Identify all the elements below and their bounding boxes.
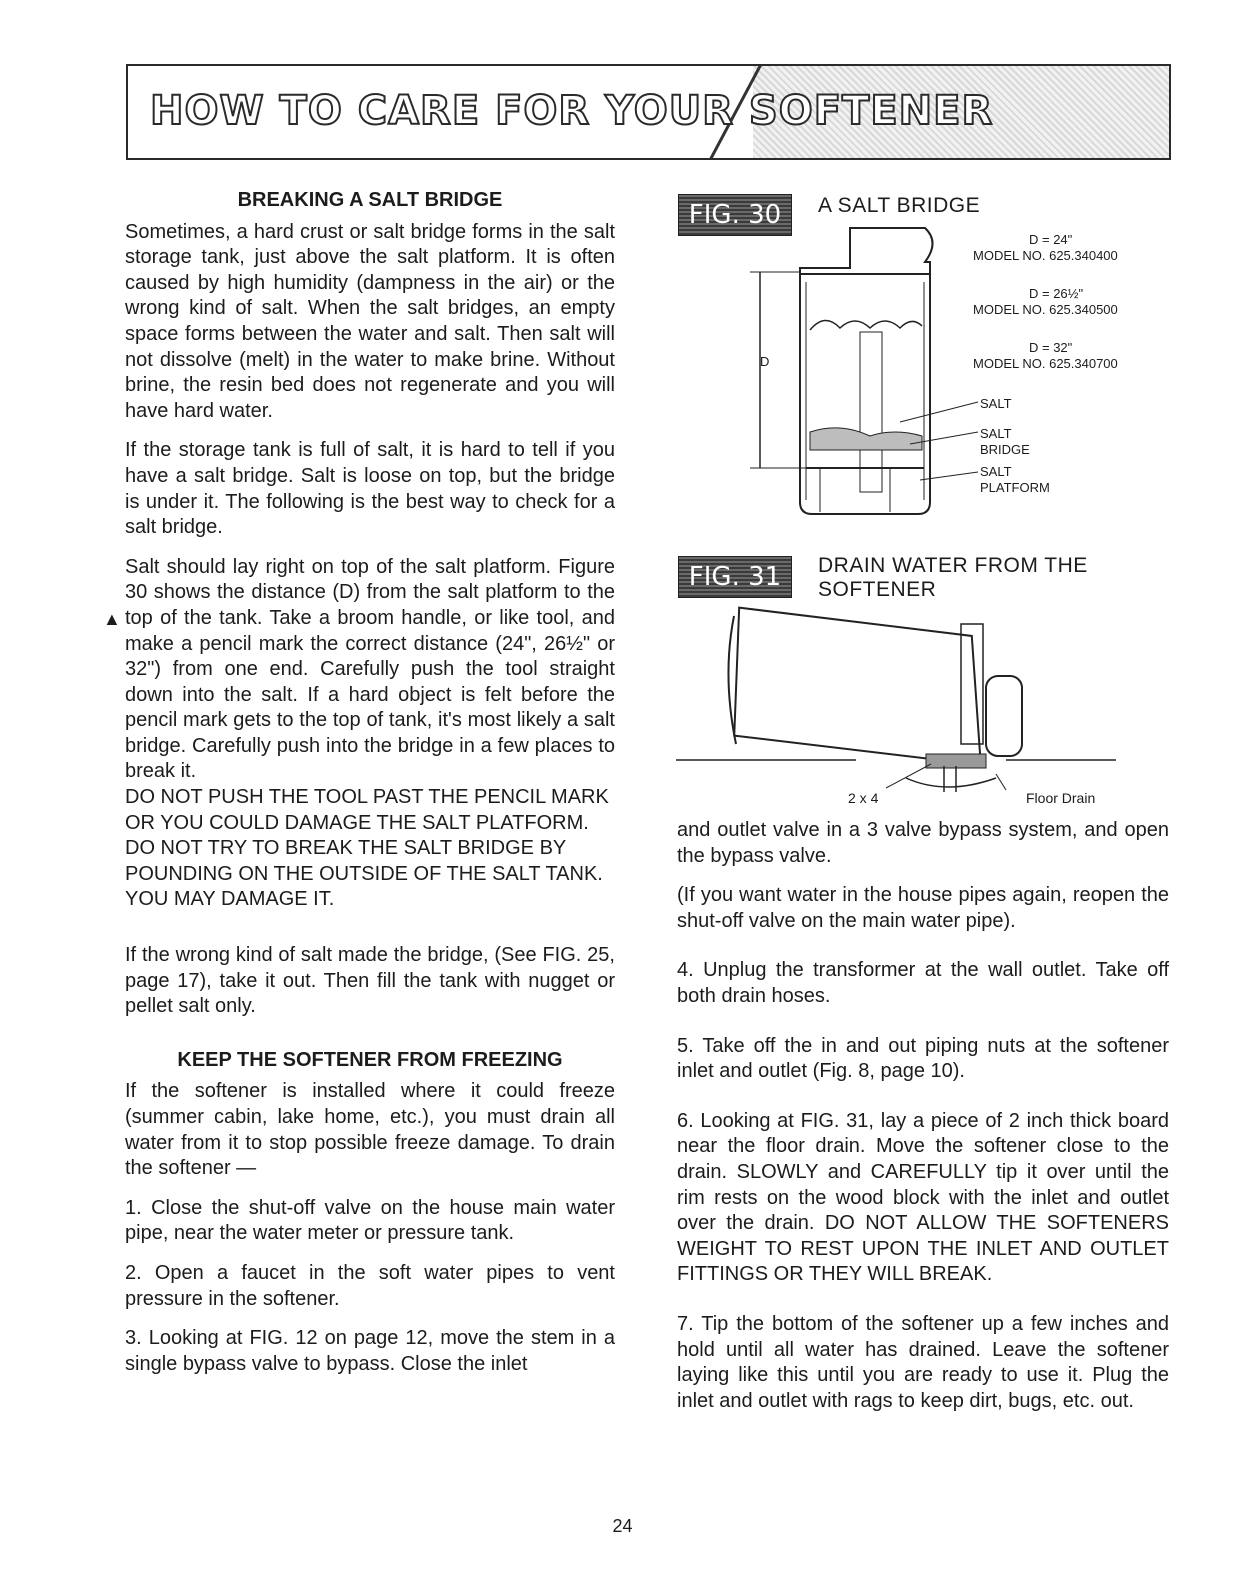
freezing-note: (If you want water in the house pipes again, reopen the shut-off valve on the main water pipe). [677,884,1169,932]
page-header-banner [126,64,1171,160]
fig31-title-line-2: SOFTENER [818,578,937,601]
fig30-callout-bridge [980,426,1030,458]
fig30-callout-platform [980,464,1050,496]
fig30-model-1 [973,232,1173,264]
fig30-model-1-d: D = 24" [1029,232,1073,247]
warning-icon: ▲ [103,608,121,629]
right-column [677,818,1169,1428]
fig31-title [818,554,1088,602]
fig30-tank-illustration [740,222,980,522]
salt-bridge-heading: BREAKING A SALT BRIDGE [237,189,503,211]
fig30-label: FIG. 30 [688,200,782,230]
left-column [103,188,615,1391]
fig31-drain-illustration [676,606,1116,792]
freezing-step-3: 3. Looking at FIG. 12 on page 12, move the stem in a single bypass valve to bypass. Close the inlet [125,1327,615,1375]
fig30-dimension-label: D [760,354,770,369]
fig30-model-3-number: MODEL NO. 625.340700 [973,356,1118,371]
fig30-model-2-number: MODEL NO. 625.340500 [973,302,1118,317]
fig31-drain-label: Floor Drain [1026,790,1096,806]
fig30-model-3 [973,340,1173,372]
fig30-callout-bridge-line-1: SALT [980,426,1012,441]
fig30-title: A SALT BRIDGE [818,194,981,217]
freezing-step-3-continued: and outlet valve in a 3 valve bypass system, and open the bypass valve. [677,819,1169,867]
fig30-callout-bridge-line-2: BRIDGE [980,442,1030,457]
fig30-model-2-d: D = 26½" [1029,286,1084,301]
freezing-step-4: 4. Unplug the transformer at the wall outlet. Take off both drain hoses. [677,959,1169,1007]
fig30-model-2 [973,286,1173,318]
freezing-heading: KEEP THE SOFTENER FROM FREEZING [177,1048,563,1071]
freezing-step-1: 1. Close the shut-off valve on the house main water pipe, near the water meter or pressure tank. [125,1196,615,1245]
fig30-model-1-number: MODEL NO. 625.340400 [973,248,1118,263]
fig30-callout-platform-line-2: PLATFORM [980,480,1050,495]
freezing-intro: If the softener is installed where it could freeze (summer cabin, lake home, etc.), you must drain all water from it to stop possible freeze damage. To drain the softener — [125,1080,615,1180]
page-number: 24 [612,1516,633,1536]
salt-bridge-paragraph-3: Salt should lay right on top of the salt platform. Figure 30 shows the distance (D) from the salt platform to the top of the tank. Take a broom handle, or like tool, and make a pencil mark the correct distance (24", 26½" or 32") from one end. Carefully push the tool straight down into the salt. If a hard object is felt before the pencil mark gets to the top of tank, it's most likely a salt bridge. Carefully push into the bridge in a few places to break it. [125,555,615,783]
fig31-title-line-1: DRAIN WATER FROM THE [818,554,1088,577]
page-title: HOW TO CARE FOR YOUR SOFTENER [150,88,994,134]
freezing-step-2: 2. Open a faucet in the soft water pipes to vent pressure in the softener. [125,1261,615,1310]
salt-bridge-paragraph-1: Sometimes, a hard crust or salt bridge forms in the salt storage tank, just above the salt platform. It is often caused by high humidity (dampness in the air) or the wrong kind of salt. When the salt bridges, an empty space forms between the water and salt. Then salt will not dissolve (melt) in the water to make brine. Without brine, the resin bed does not regenerate and you will have hard water. [125,220,615,422]
fig31-label: FIG. 31 [688,562,782,592]
fig31-board-label: 2 x 4 [848,790,879,806]
salt-bridge-paragraph-4: If the wrong kind of salt made the bridge, (See FIG. 25, page 17), take it out. Then fill the tank with nugget or pellet salt only. [125,944,615,1018]
freezing-step-5: 5. Take off the in and out piping nuts at the softener inlet and outlet (Fig. 8, page 10). [677,1034,1169,1083]
fig30-callout-platform-line-1: SALT [980,464,1012,479]
fig30-callout-salt: SALT [980,396,1012,411]
salt-bridge-instructions [103,555,615,913]
salt-bridge-paragraph-2: If the storage tank is full of salt, it is hard to tell if you have a salt bridge. Salt is loose on top, but the bridge is under it. The following is the best way to check for a salt bridge. [125,439,615,539]
freezing-step-6: 6. Looking at FIG. 31, lay a piece of 2 inch thick board near the floor drain. Move the softener close to the drain. SLOWLY and CAREFULLY tip it over until the rim rests on the wood block with the inlet and outlet over the drain. DO NOT ALLOW THE SOFTENERS WEIGHT TO REST UPON THE INLET AND OUTLET FITTINGS OR THEY WILL BREAK. [677,1109,1169,1286]
salt-bridge-warning: DO NOT PUSH THE TOOL PAST THE PENCIL MARK OR YOU COULD DAMAGE THE SALT PLATFORM. DO NOT TRY TO BREAK THE SALT BRIDGE BY POUNDING ON THE OUTSIDE OF THE SALT TANK. YOU MAY DAMAGE IT. [125,786,609,911]
fig30-model-3-d: D = 32" [1029,340,1073,355]
fig31-label-box [678,556,792,598]
freezing-step-7: 7. Tip the bottom of the softener up a few inches and hold until all water has drained. Leave the softener laying like this until you are ready to use it. Plug the inlet and outlet with rags to keep dirt, bugs, etc. out. [677,1312,1169,1412]
